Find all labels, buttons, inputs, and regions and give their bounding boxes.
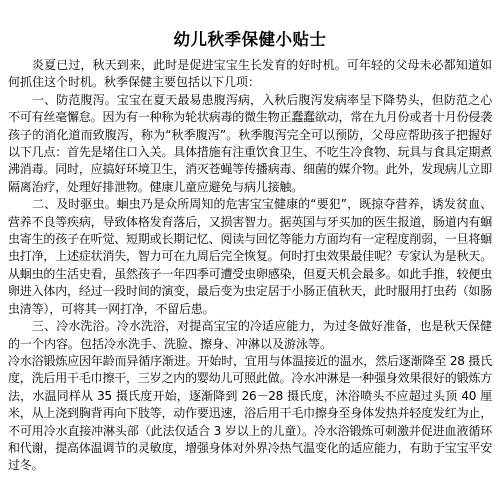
intro-paragraph: 炎夏已过，秋天到来，此时是促进宝宝生长发育的好时机。可年轻的父母未必都知道如何抓住这个时机。秋季保健主要包括以下几项： [8,58,492,90]
diarrhea-prevention-paragraph: 一、防范腹泻。宝宝在夏天最易患腹泻病，入秋后腹泻发病率呈下降势头，但防范之心不可有丝毫懈怠。因为有一种称为轮状病毒的微生物正蠢蠢欲动，常在九月份或者十月份侵袭孩子的消化道而致腹泻，称为“秋季腹泻”。秋季腹泻完全可以预防，父母应帮助孩子把握好以下几点：首先是堵住口入关。具体措施有注重饮食卫生、不吃生冷食物、玩具与食具定期煮沸消毒。同时，应搞好环境卫生，消灭苍蝇等传播病毒、细菌的媒介物。此外，发现病儿立即隔离治疗，处理好排泄物。健康儿童应避免与病儿接触。 [8,92,492,194]
document-body [8,57,492,475]
cold-water-method-paragraph: 冷水浴锻炼应因年龄而异循序渐进。开始时，宜用与体温接近的温水，然后逐渐降至 28 摄氏度，洗后用干毛巾擦干，三岁之内的婴幼儿可照此做。冷水冲淋是一种强身效果很好的锻炼方法，水温同样从 35 摄氏度开始，逐渐降到 26－28 摄氏度，沐浴喷头不应超过头顶 40 厘米，从上浇到胸背再向下肢等，动作要迅速，浴后用干毛巾擦身至身体发热并轻度发红为止，不可用冷水直接冲淋头部（此法仅适合 3 岁以上的儿童）。冷水浴锻炼可刺激并促进血液循环和代谢，提高体温调节的灵敏度，增强身体对外界冷热气温变化的适应能力，有助于宝宝平安过冬。 [8,353,492,473]
cold-water-bathing-paragraph: 三、冷水洗浴。冷水洗浴，对提高宝宝的冷适应能力，为过冬做好准备，也是秋天保健的一个内容。包括冷水洗手、洗脸、擦身、冲淋以及游泳等。 [8,319,492,351]
document-title: 幼儿秋季保健小贴士 [173,30,327,49]
deworming-paragraph: 二、及时驱虫。蛔虫乃是众所周知的危害宝宝健康的“要犯”，既掠夺营养，诱发贫血、营养不良等疾病，导致体格发育落后，又损害智力。据英国与牙买加的医生报道，肠道内有蛔虫寄生的孩子在听觉、短期或长期记忆、阅读与回忆等能力方面均有一定程度削弱，一旦将蛔虫打净，上述症状消失，智力可在九周后完全恢复。何时打虫效果最佳呢？专家认为是秋天。从蛔虫的生活史看，虽然孩子一年四季可遭受虫卵感染，但夏天机会最多。如此手推，较便虫卵进入体内，经过一段时间的演变，最后变为虫定居于小肠正值秋天，此时服用打虫药（如肠虫清等），可将其一网打净，不留后患。 [8,197,492,316]
